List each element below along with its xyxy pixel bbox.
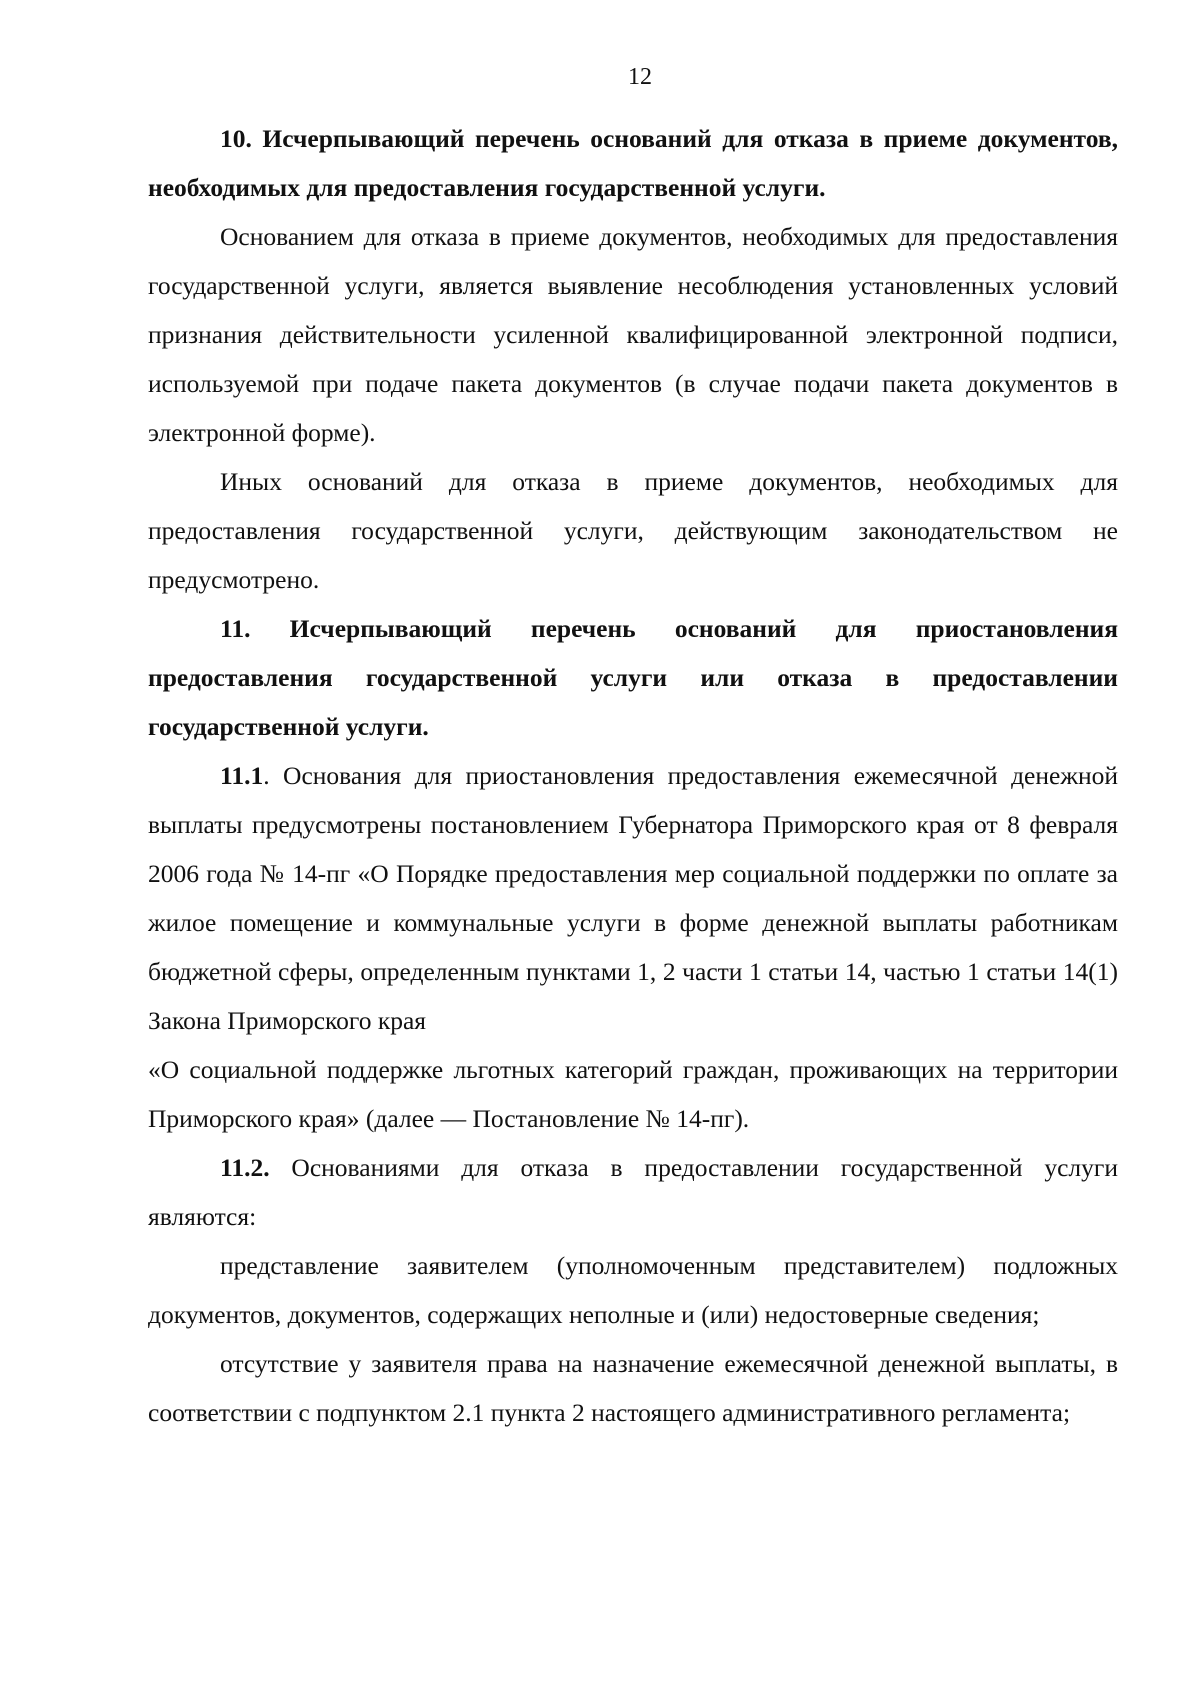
section-11-2-paragraph xyxy=(148,1143,1118,1241)
section-11-1-text: . Основания для приостановления предоставления ежемесячной денежной выплаты предусмотрены постановлением Губернатора Приморского края от 8 февраля 2006 года № 14-пг «О Порядке предоставления мер социальной поддержки по оплате за жилое помещение и коммунальные услуги в форме денежной выплаты работникам бюджетной сферы, определенным пунктами 1, 2 части 1 статьи 14, частью 1 статьи 14(1) Закона Приморского края xyxy=(148,761,1118,1035)
section-11-1-paragraph xyxy=(148,751,1118,1045)
section-11-1-continuation: «О социальной поддержке льготных категорий граждан, проживающих на территории Приморского края» (далее — Постановление № 14-пг). xyxy=(148,1055,1118,1133)
section-11-heading: 11. Исчерпывающий перечень оснований для приостановления предоставления государственной услуги или отказа в предоставлении государственной услуги. xyxy=(148,614,1118,741)
page-number: 12 xyxy=(628,64,652,90)
section-11-2-number: 11.2. xyxy=(220,1153,270,1182)
section-10-paragraph-1: Основанием для отказа в приеме документов, необходимых для предоставления государственной услуги, является выявление несоблюдения установленных условий признания действительности усиленной квалифицированной электронной подписи, используемой при подаче пакета документов (в случае подачи пакета документов в электронной форме). xyxy=(148,222,1118,447)
section-11-1-number: 11.1 xyxy=(220,761,264,790)
document-body xyxy=(148,114,1118,1437)
section-11-2-text: Основаниями для отказа в предоставлении государственной услуги являются: xyxy=(148,1153,1118,1231)
refusal-reason-2: отсутствие у заявителя права на назначение ежемесячной денежной выплаты, в соответствии с подпунктом 2.1 пункта 2 настоящего административного регламента; xyxy=(148,1349,1118,1427)
section-10-paragraph-2: Иных оснований для отказа в приеме документов, необходимых для предоставления государственной услуги, действующим законодательством не предусмотрено. xyxy=(148,467,1118,594)
section-10-heading: 10. Исчерпывающий перечень оснований для отказа в приеме документов, необходимых для предоставления государственной услуги. xyxy=(148,124,1118,202)
refusal-reason-1: представление заявителем (уполномоченным представителем) подложных документов, документов, содержащих неполные и (или) недостоверные сведения; xyxy=(148,1251,1118,1329)
